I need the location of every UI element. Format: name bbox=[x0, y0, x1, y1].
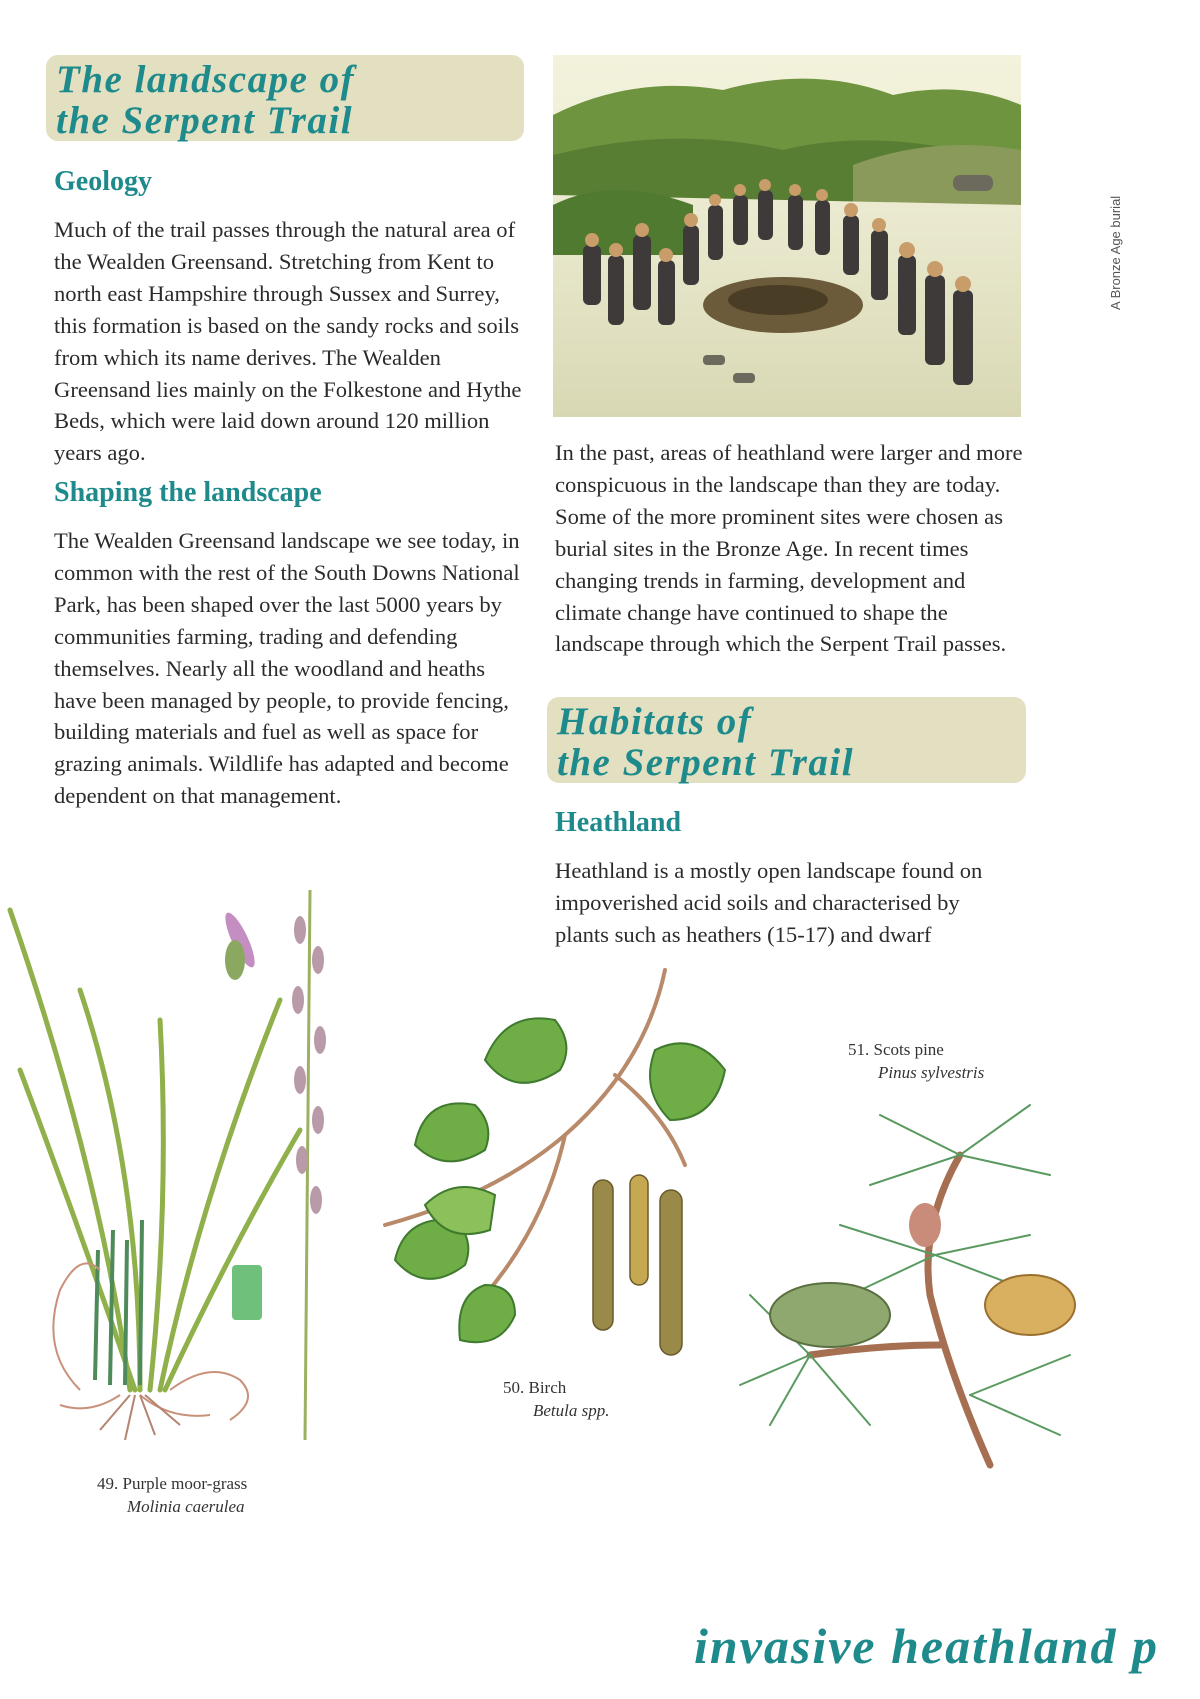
shaping-heading: Shaping the landscape bbox=[54, 477, 322, 508]
plant-caption-moor-grass bbox=[97, 1472, 247, 1518]
plant-latin-name: Betula spp. bbox=[533, 1401, 610, 1420]
plant-caption-birch bbox=[503, 1376, 610, 1422]
bronze-age-burial-illustration bbox=[553, 55, 1021, 417]
section-title-line2: the Serpent Trail bbox=[56, 99, 354, 142]
geology-heading: Geology bbox=[54, 166, 152, 197]
section-title-banner-landscape bbox=[46, 55, 524, 141]
birch-illustration bbox=[365, 965, 745, 1375]
shaping-paragraph: The Wealden Greensand landscape we see today, in common with the rest of the South Downs National Park, has been shaped over the last 5000 years by communities farming, trading and defending themselves. Nearly all the woodland and heaths have been managed by people, to provide fencing, building materials and fuel as well as space for grazing animals. Wildlife has adapted and become dependent on that management. bbox=[54, 528, 520, 809]
plant-latin-name: Molinia caerulea bbox=[127, 1497, 245, 1516]
section-title-habitats bbox=[557, 701, 1014, 783]
purple-moor-grass-illustration bbox=[0, 870, 360, 1470]
illustration-caption: A Bronze Age burial bbox=[1108, 195, 1123, 310]
heathland-paragraph: Heathland is a mostly open landscape found on impoverished acid soils and characterised by plants such as heathers (15-17) and dwarf bbox=[555, 858, 983, 947]
section-title-landscape bbox=[56, 59, 512, 141]
past-paragraph: In the past, areas of heathland were larger and more conspicuous in the landscape than they are today. Some of the more prominent sites were chosen as burial sites in the Bronze Age. In recent times changing trends in farming, development and climate change have continued to shape the landscape through which the Serpent Trail passes. bbox=[555, 440, 1023, 657]
plant-caption-scots-pine bbox=[848, 1038, 984, 1084]
geology-paragraph: Much of the trail passes through the natural area of the Wealden Greensand. Stretching from Kent to north east Hampshire through Sussex and Surrey, this formation is based on the sandy rocks and soils from which its name derives. The Wealden Greensand lies mainly on the Folkestone and Hythe Beds, which were laid down around 120 million years ago. bbox=[54, 217, 522, 466]
section-title-line1: Habitats of bbox=[557, 700, 753, 743]
scots-pine-illustration bbox=[730, 1095, 1090, 1475]
section-title-line1: The landscape of bbox=[56, 58, 356, 101]
tagline: invasive heathland p bbox=[694, 1618, 1160, 1674]
plant-latin-name: Pinus sylvestris bbox=[878, 1063, 985, 1082]
plant-label: 51. Scots pine bbox=[848, 1040, 944, 1059]
section-title-line2: the Serpent Trail bbox=[557, 741, 855, 784]
section-title-banner-habitats bbox=[547, 697, 1026, 783]
plant-label: 50. Birch bbox=[503, 1378, 567, 1397]
heathland-heading: Heathland bbox=[555, 807, 682, 838]
plant-label: 49. Purple moor-grass bbox=[97, 1474, 248, 1493]
